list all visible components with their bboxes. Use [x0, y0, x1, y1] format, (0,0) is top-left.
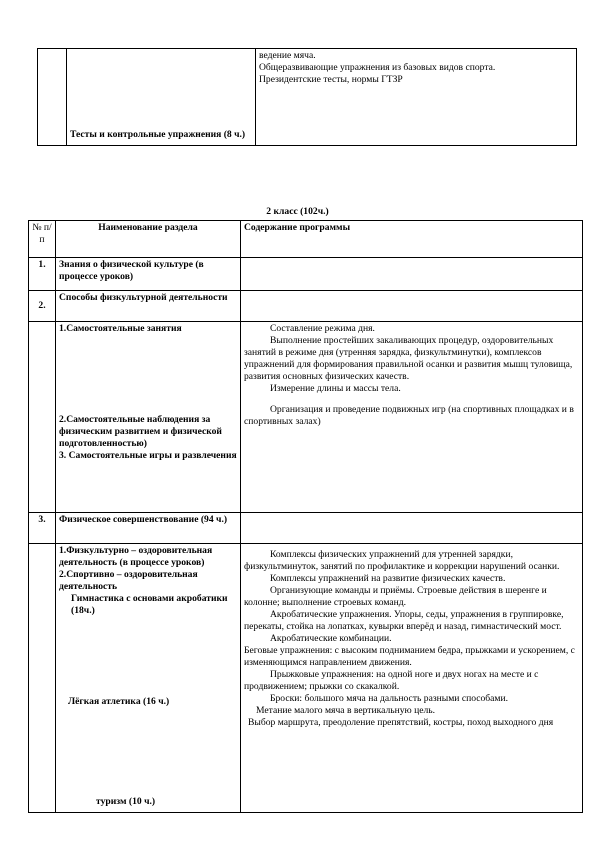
row-content [241, 544, 583, 813]
top-title: Тесты и контрольные упражнения (8 ч.) [70, 129, 246, 141]
row-content [241, 513, 583, 544]
content-line: Беговые упражнения: с высоким подниманием бедра, прыжками и ускорением, с изменяющимся направлением движения. [244, 644, 575, 668]
row-num: 1. [29, 258, 56, 291]
subsection-label: 1.Физкультурно – оздоровительная деятельность (в процессе уроков) [59, 545, 213, 568]
content-line: Броски: большого мяча на дальность разными способами. [270, 692, 509, 704]
row-num [29, 544, 56, 813]
row-num [29, 322, 56, 513]
row-section [56, 322, 241, 513]
main-table [28, 220, 583, 813]
row-num: 2. [29, 291, 56, 322]
content-line: Прыжковые упражнения: на одной ноге и двух ногах на месте и с продвижением; прыжки со скакалкой. [244, 668, 539, 692]
content-line: Выполнение простейших закаливающих процедур, оздоровительных занятий в режиме дня (утренняя зарядка, физкультминутки), комплексов упражнений для формирования правильной осанки и развития мышц туловища, развития основных физических качеств. [244, 334, 573, 382]
content-line: Акробатические комбинации. [270, 632, 392, 644]
subsection-label: Лёгкая атлетика (16 ч.) [68, 696, 170, 707]
content-line: Составление режима дня. [270, 323, 375, 334]
table-row [29, 544, 583, 813]
table-row [29, 513, 583, 544]
table-row [29, 291, 583, 322]
table-caption: 2 класс (102ч.) [266, 206, 329, 217]
content-line: Выбор маршрута, преодоление препятствий, костры, поход выходного дня [248, 716, 554, 728]
row-section: Физическое совершенствование (94 ч.) [56, 513, 241, 544]
content-line: Комплексы упражнений на развитие физических качеств. [270, 572, 506, 584]
header-num: № п/п [29, 221, 56, 258]
top-content-line: Президентские тесты, нормы ГТЗР [259, 73, 403, 85]
row-num: 3. [29, 513, 56, 544]
row-content [241, 258, 583, 291]
subsection-label: туризм (10 ч.) [96, 796, 156, 807]
table-row [29, 258, 583, 291]
row-section: Способы физкультурной деятельности [56, 291, 241, 322]
content-line: Метание малого мяча в вертикальную цель. [256, 704, 436, 716]
top-content-cell [256, 49, 577, 146]
content-line: Организация и проведение подвижных игр (на спортивных площадках и в спортивных залах) [244, 403, 574, 427]
content-line: Акробатические упражнения. Упоры, седы, упражнения в группировке, перекаты, стойка на лопатках, кувырки вперёд и назад, гимнастический мост. [244, 608, 564, 632]
row-content [241, 322, 583, 513]
subsection-label: 1.Самостоятельные занятия [59, 323, 182, 334]
top-content-line: ведение мяча. [259, 50, 316, 61]
content-line: Комплексы физических упражнений для утренней зарядки, физкультминуток, занятий по профилактике и коррекции нарушений осанки. [244, 549, 560, 572]
row-content [241, 291, 583, 322]
table-header-row [29, 221, 583, 258]
row-section [56, 544, 241, 813]
top-content-line: Общеразвивающие упражнения из базовых видов спорта. [259, 61, 496, 73]
table-row [29, 322, 583, 513]
subsection-label: 2.Самостоятельные наблюдения за физическим развитием и физической подготовленностью) [59, 414, 222, 449]
top-title-cell [67, 49, 256, 146]
subsection-label: Гимнастика с основами акробатики (18ч.) [71, 592, 228, 616]
content-line: Организующие команды и приёмы. Строевые действия в шеренге и колонне; выполнение строевых команд. [244, 584, 547, 608]
row-section: Знания о физической культуре (в процессе уроков) [56, 258, 241, 291]
subsection-label: 3. Самостоятельные игры и развлечения [59, 449, 237, 461]
header-content: Содержание программы [241, 221, 583, 258]
content-line: Измерение длины и массы тела. [270, 382, 401, 394]
subsection-label: 2.Спортивно – оздоровительная деятельность [59, 568, 198, 592]
top-num-cell [38, 49, 67, 146]
header-section: Наименование раздела [56, 221, 241, 258]
top-table [37, 48, 577, 146]
